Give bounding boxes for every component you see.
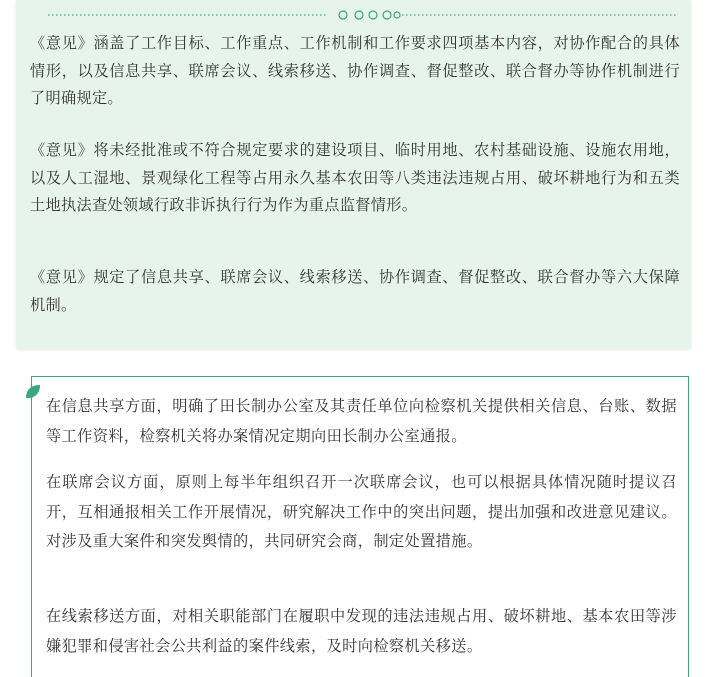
mechanism-paragraph-2: 在联席会议方面，原则上每半年组织召开一次联席会议，也可以根据具体情况随时提议召开，互相通报相关工作开展情况，研究解决工作中的突出问题，提出加强和改进意见建议。对涉及重大案件和突发舆情的，共同研究会商，制定处置措施。 <box>46 473 677 550</box>
summary-paragraph-2: 《意见》将未经批准或不符合规定要求的建设项目、临时用地、农村基础设施、设施农用地，以及人工湿地、景观绿化工程等占用永久基本农田等八类违法违规占用、破坏耕地行为和五类土地执法查处领域行政非诉执行行为作为重点监督情形。 <box>30 141 680 214</box>
mechanism-paragraph-3: 在线索移送方面，对相关职能部门在履职中发现的违法违规占用、破坏耕地、基本农田等涉嫌犯罪和侵害社会公共利益的案件线索，及时向检察机关移送。 <box>46 607 677 655</box>
summary-paragraph-1: 《意见》涵盖了工作目标、工作重点、工作机制和工作要求四项基本内容，对协作配合的具体情形，以及信息共享、联席会议、线索移送、协作调查、督促整改、联合督办等协作机制进行了明确规定。 <box>30 34 680 107</box>
mechanism-paragraph-1: 在信息共享方面，明确了田长制办公室及其责任单位向检察机关提供相关信息、台账、数据等工作资料，检察机关将办案情况定期向田长制办公室通报。 <box>46 397 677 445</box>
leaf-icon <box>24 384 42 400</box>
summary-paragraph-3: 《意见》规定了信息共享、联席会议、线索移送、协作调查、督促整改、联合督办等六大保障机制。 <box>30 268 680 314</box>
dotted-line-circles-divider <box>46 8 678 22</box>
summary-card <box>16 0 691 349</box>
mechanism-detail-card <box>31 376 689 677</box>
